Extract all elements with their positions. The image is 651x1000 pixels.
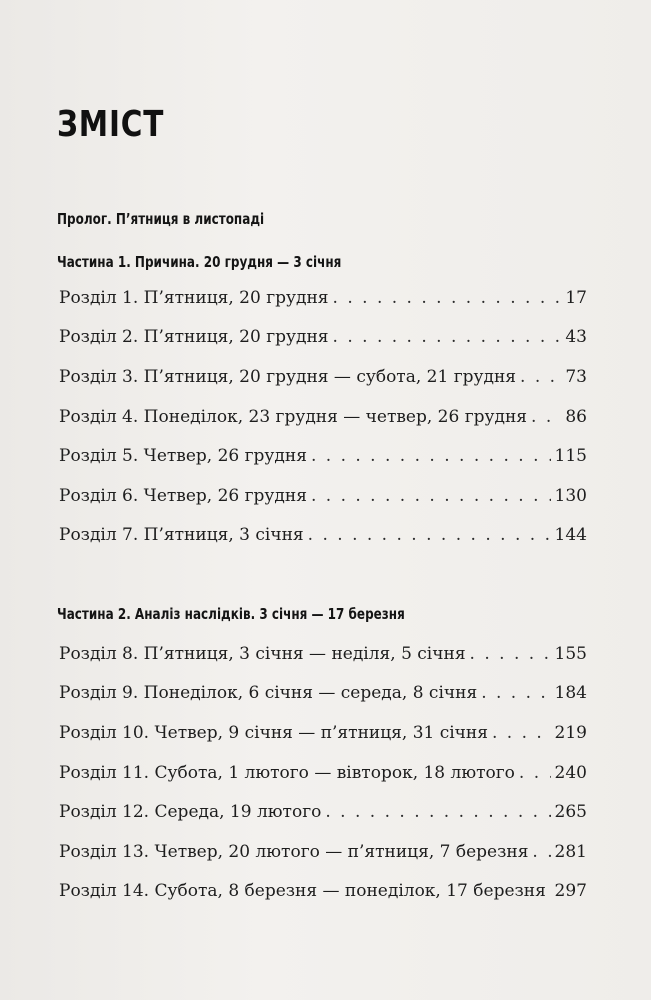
dot-leader (311, 486, 551, 506)
dot-leader (470, 644, 551, 664)
toc-entry[interactable] (59, 644, 587, 670)
dot-leader (532, 842, 550, 862)
page-number: 281 (554, 842, 587, 862)
dot-leader (492, 723, 551, 743)
chapter-title: Розділ 6. Четвер, 26 грудня (59, 486, 307, 506)
page-number: 130 (554, 486, 587, 506)
toc-entry[interactable] (59, 763, 587, 789)
dot-leader (531, 407, 561, 427)
page-number: 240 (554, 763, 587, 783)
chapter-title: Розділ 11. Субота, 1 лютого — вівторок, 18 лютого (59, 763, 515, 783)
page-number: 17 (565, 288, 587, 308)
page-title: ЗМІСТ (57, 104, 165, 145)
dot-leader (325, 802, 550, 822)
toc-entry[interactable] (59, 842, 587, 868)
page-number: 43 (565, 327, 587, 347)
chapter-title: Розділ 5. Четвер, 26 грудня (59, 446, 307, 466)
chapter-title: Розділ 9. Понеділок, 6 січня — середа, 8 січня (59, 683, 478, 703)
chapter-title: Розділ 10. Четвер, 9 січня — п’ятниця, 31 січня (59, 723, 488, 743)
chapter-title: Розділ 1. П’ятниця, 20 грудня (59, 288, 329, 308)
prologue-heading: Пролог. П’ятниця в листопаді (57, 210, 265, 228)
dot-leader (481, 683, 550, 703)
toc-entry[interactable] (59, 525, 587, 551)
dot-leader (333, 327, 562, 347)
dot-leader (311, 446, 551, 466)
dot-leader (519, 763, 551, 783)
dot-leader (520, 367, 561, 387)
chapter-title: Розділ 8. П’ятниця, 3 січня — неділя, 5 січня (59, 644, 466, 664)
toc-entry[interactable] (59, 802, 587, 828)
page-number: 265 (554, 802, 587, 822)
chapter-title: Розділ 13. Четвер, 20 лютого — п’ятниця, 7 березня (59, 842, 529, 862)
page-number: 184 (554, 683, 587, 703)
toc-entry[interactable] (59, 683, 587, 709)
page-number: 297 (554, 881, 587, 901)
chapter-title: Розділ 3. П’ятниця, 20 грудня — субота, 21 грудня (59, 367, 517, 387)
part-1-heading: Частина 1. Причина. 20 грудня — 3 січня (57, 253, 342, 271)
toc-entry[interactable] (59, 881, 587, 907)
toc-entry[interactable] (59, 407, 587, 433)
page-number: 155 (554, 644, 587, 664)
toc-entry[interactable] (59, 367, 587, 393)
dot-leader (550, 881, 551, 901)
part-2-heading: Частина 2. Аналіз наслідків. 3 січня — 17 березня (57, 605, 405, 623)
toc-entry[interactable] (59, 327, 587, 353)
chapter-title: Розділ 7. П’ятниця, 3 січня (59, 525, 304, 545)
dot-leader (333, 288, 562, 308)
chapter-title: Розділ 2. П’ятниця, 20 грудня (59, 327, 329, 347)
page-number: 86 (565, 407, 587, 427)
page-number: 115 (554, 446, 587, 466)
chapter-title: Розділ 4. Понеділок, 23 грудня — четвер, 26 грудня (59, 407, 528, 427)
chapter-title: Розділ 12. Середа, 19 лютого (59, 802, 322, 822)
toc-entry[interactable] (59, 486, 587, 512)
page-number: 73 (565, 367, 587, 387)
toc-entry[interactable] (59, 723, 587, 749)
chapter-title: Розділ 14. Субота, 8 березня — понеділок, 17 березня (59, 881, 546, 901)
toc-entry[interactable] (59, 446, 587, 472)
dot-leader (308, 525, 551, 545)
toc-entry[interactable] (59, 288, 587, 314)
page-number: 219 (554, 723, 587, 743)
page-number: 144 (554, 525, 587, 545)
